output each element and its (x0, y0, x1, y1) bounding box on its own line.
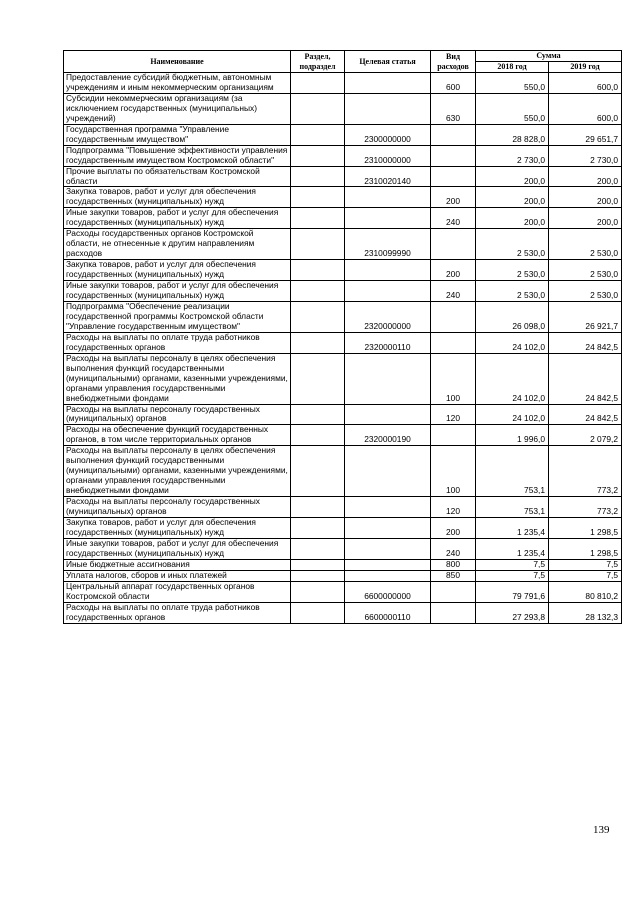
cell-target (345, 446, 431, 497)
cell-kind (431, 602, 476, 623)
cell-2018: 24 102,0 (476, 404, 549, 425)
table-row (64, 602, 622, 623)
cell-section (291, 497, 345, 518)
cell-target (345, 208, 431, 229)
cell-target: 2310020140 (345, 166, 431, 187)
cell-name: Расходы на выплаты персоналу в целях обеспечения выполнения функций государственными (муниципальными) органами, казенными учреждениями, органами управления государственными внебюджетными фондами (64, 353, 291, 404)
header-target: Целевая статья (345, 51, 431, 73)
cell-name: Предоставление субсидий бюджетным, автономным учреждениям и иным некоммерческим организациям (64, 73, 291, 94)
cell-name: Иные закупки товаров, работ и услуг для обеспечения государственных (муниципальных) нужд (64, 208, 291, 229)
cell-section (291, 538, 345, 559)
table-row (64, 581, 622, 602)
cell-name: Расходы на выплаты по оплате труда работников государственных органов (64, 332, 291, 353)
cell-section (291, 208, 345, 229)
cell-2019: 2 530,0 (549, 260, 622, 281)
cell-2019: 600,0 (549, 73, 622, 94)
cell-section (291, 446, 345, 497)
cell-target (345, 497, 431, 518)
header-sum: Сумма (476, 51, 622, 62)
cell-kind: 630 (431, 93, 476, 124)
cell-2018: 753,1 (476, 497, 549, 518)
cell-2019: 2 530,0 (549, 229, 622, 260)
cell-section (291, 229, 345, 260)
cell-section (291, 602, 345, 623)
cell-name: Прочие выплаты по обязательствам Костромской области (64, 166, 291, 187)
cell-section (291, 353, 345, 404)
cell-target: 2310099990 (345, 229, 431, 260)
table-row (64, 332, 622, 353)
cell-2018: 550,0 (476, 93, 549, 124)
cell-section (291, 570, 345, 581)
cell-name: Расходы на выплаты персоналу государственных (муниципальных) органов (64, 497, 291, 518)
cell-target (345, 559, 431, 570)
cell-target: 2300000000 (345, 124, 431, 145)
cell-2018: 2 530,0 (476, 281, 549, 302)
cell-2019: 1 298,5 (549, 517, 622, 538)
cell-kind (431, 124, 476, 145)
table-row (64, 301, 622, 332)
cell-section (291, 93, 345, 124)
cell-2019: 600,0 (549, 93, 622, 124)
cell-2019: 24 842,5 (549, 404, 622, 425)
header-name: Наименование (64, 51, 291, 73)
cell-kind: 240 (431, 281, 476, 302)
cell-2019: 2 730,0 (549, 145, 622, 166)
table-row (64, 570, 622, 581)
cell-2019: 773,2 (549, 446, 622, 497)
cell-kind: 200 (431, 517, 476, 538)
cell-2018: 1 235,4 (476, 538, 549, 559)
cell-2018: 200,0 (476, 208, 549, 229)
cell-name: Субсидии некоммерческим организациям (за исключением государственных (муниципальных) учреждений) (64, 93, 291, 124)
cell-section (291, 281, 345, 302)
cell-target (345, 404, 431, 425)
cell-2018: 550,0 (476, 73, 549, 94)
cell-name: Центральный аппарат государственных органов Костромской области (64, 581, 291, 602)
header-year-2019: 2019 год (549, 62, 622, 73)
table-row (64, 208, 622, 229)
cell-2019: 28 132,3 (549, 602, 622, 623)
cell-target (345, 281, 431, 302)
cell-2018: 28 828,0 (476, 124, 549, 145)
page-number: 139 (593, 824, 610, 836)
header-kind: Вид расходов (431, 51, 476, 73)
cell-2019: 200,0 (549, 208, 622, 229)
cell-kind: 800 (431, 559, 476, 570)
cell-2018: 2 530,0 (476, 229, 549, 260)
header-section: Раздел, подраздел (291, 51, 345, 73)
cell-target: 2320000000 (345, 301, 431, 332)
cell-name: Закупка товаров, работ и услуг для обеспечения государственных (муниципальных) нужд (64, 260, 291, 281)
table-row (64, 260, 622, 281)
table-row (64, 425, 622, 446)
cell-target (345, 187, 431, 208)
cell-target (345, 260, 431, 281)
cell-name: Расходы государственных органов Костромской области, не отнесенные к другим направлениям расходов (64, 229, 291, 260)
cell-2018: 1 235,4 (476, 517, 549, 538)
cell-name: Подпрограмма "Повышение эффективности управления государственным имуществом Костромской области" (64, 145, 291, 166)
cell-kind: 120 (431, 497, 476, 518)
table-header (64, 51, 622, 73)
table-row (64, 281, 622, 302)
cell-2019: 80 810,2 (549, 581, 622, 602)
cell-2019: 29 651,7 (549, 124, 622, 145)
cell-2018: 24 102,0 (476, 353, 549, 404)
table-row (64, 145, 622, 166)
cell-kind: 600 (431, 73, 476, 94)
table-row (64, 559, 622, 570)
cell-name: Иные бюджетные ассигнования (64, 559, 291, 570)
cell-kind: 100 (431, 446, 476, 497)
table-row (64, 229, 622, 260)
cell-kind (431, 229, 476, 260)
cell-kind: 240 (431, 538, 476, 559)
cell-name: Расходы на выплаты персоналу в целях обеспечения выполнения функций государственными (муниципальными) органами, казенными учреждениями, органами управления государственными внебюджетными фондами (64, 446, 291, 497)
cell-2018: 7,5 (476, 570, 549, 581)
cell-name: Закупка товаров, работ и услуг для обеспечения государственных (муниципальных) нужд (64, 517, 291, 538)
cell-kind (431, 166, 476, 187)
cell-kind: 850 (431, 570, 476, 581)
cell-kind (431, 332, 476, 353)
cell-section (291, 559, 345, 570)
cell-2019: 2 530,0 (549, 281, 622, 302)
cell-name: Расходы на обеспечение функций государственных органов, в том числе территориальных органов (64, 425, 291, 446)
cell-2019: 24 842,5 (549, 353, 622, 404)
cell-target (345, 517, 431, 538)
cell-2019: 200,0 (549, 166, 622, 187)
cell-name: Расходы на выплаты персоналу государственных (муниципальных) органов (64, 404, 291, 425)
budget-table (63, 50, 622, 624)
table-row (64, 73, 622, 94)
cell-name: Расходы на выплаты по оплате труда работников государственных органов (64, 602, 291, 623)
cell-kind (431, 425, 476, 446)
cell-kind (431, 581, 476, 602)
cell-target: 6600000110 (345, 602, 431, 623)
cell-target: 2320000190 (345, 425, 431, 446)
cell-2019: 26 921,7 (549, 301, 622, 332)
cell-section (291, 517, 345, 538)
cell-target (345, 93, 431, 124)
cell-kind: 200 (431, 187, 476, 208)
cell-section (291, 425, 345, 446)
cell-section (291, 124, 345, 145)
cell-kind: 240 (431, 208, 476, 229)
cell-target (345, 538, 431, 559)
cell-2018: 79 791,6 (476, 581, 549, 602)
cell-2019: 1 298,5 (549, 538, 622, 559)
table-row (64, 93, 622, 124)
cell-section (291, 187, 345, 208)
table-row (64, 538, 622, 559)
table-row (64, 517, 622, 538)
table-row (64, 497, 622, 518)
cell-section (291, 166, 345, 187)
cell-2019: 7,5 (549, 570, 622, 581)
cell-2019: 2 079,2 (549, 425, 622, 446)
cell-name: Иные закупки товаров, работ и услуг для обеспечения государственных (муниципальных) нужд (64, 281, 291, 302)
cell-target (345, 570, 431, 581)
cell-target: 2310000000 (345, 145, 431, 166)
cell-target (345, 353, 431, 404)
cell-name: Государственная программа "Управление государственным имуществом" (64, 124, 291, 145)
cell-kind (431, 145, 476, 166)
cell-2018: 26 098,0 (476, 301, 549, 332)
cell-target: 6600000000 (345, 581, 431, 602)
cell-name: Закупка товаров, работ и услуг для обеспечения государственных (муниципальных) нужд (64, 187, 291, 208)
table-row (64, 124, 622, 145)
cell-name: Подпрограмма "Обеспечение реализации государственной программы Костромской области "Управление государственным имуществом" (64, 301, 291, 332)
cell-section (291, 260, 345, 281)
cell-2018: 27 293,8 (476, 602, 549, 623)
cell-section (291, 332, 345, 353)
cell-2019: 200,0 (549, 187, 622, 208)
cell-name: Иные закупки товаров, работ и услуг для обеспечения государственных (муниципальных) нужд (64, 538, 291, 559)
cell-2019: 7,5 (549, 559, 622, 570)
cell-kind: 120 (431, 404, 476, 425)
cell-2018: 2 530,0 (476, 260, 549, 281)
cell-section (291, 145, 345, 166)
cell-target (345, 73, 431, 94)
table-row (64, 353, 622, 404)
cell-kind: 100 (431, 353, 476, 404)
cell-2018: 7,5 (476, 559, 549, 570)
table-body (64, 73, 622, 624)
cell-2018: 753,1 (476, 446, 549, 497)
cell-2019: 773,2 (549, 497, 622, 518)
cell-kind: 200 (431, 260, 476, 281)
table-row (64, 446, 622, 497)
table-row (64, 166, 622, 187)
header-year-2018: 2018 год (476, 62, 549, 73)
cell-section (291, 301, 345, 332)
cell-section (291, 581, 345, 602)
cell-2018: 2 730,0 (476, 145, 549, 166)
cell-2018: 200,0 (476, 187, 549, 208)
cell-section (291, 404, 345, 425)
cell-target: 2320000110 (345, 332, 431, 353)
cell-2018: 200,0 (476, 166, 549, 187)
cell-section (291, 73, 345, 94)
cell-name: Уплата налогов, сборов и иных платежей (64, 570, 291, 581)
cell-2018: 24 102,0 (476, 332, 549, 353)
cell-2019: 24 842,5 (549, 332, 622, 353)
cell-2018: 1 996,0 (476, 425, 549, 446)
table-row (64, 187, 622, 208)
table-row (64, 404, 622, 425)
cell-kind (431, 301, 476, 332)
